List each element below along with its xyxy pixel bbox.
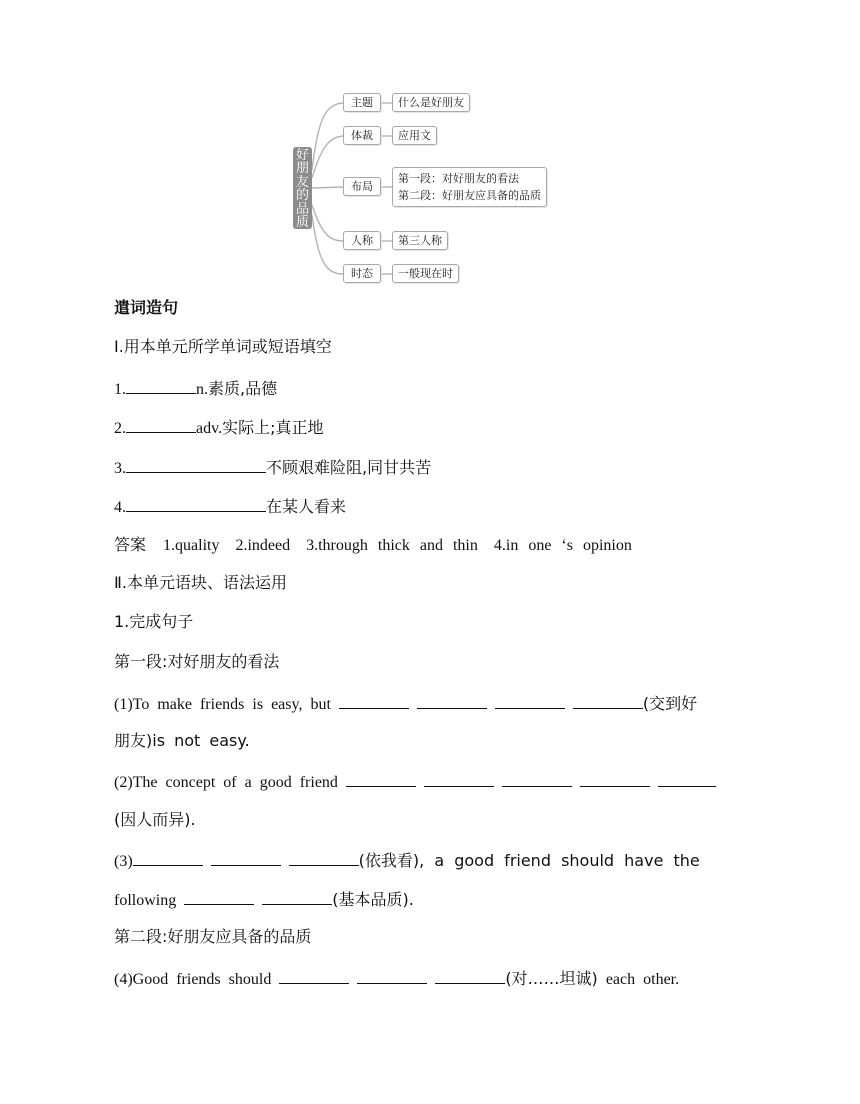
answer-blank[interactable] xyxy=(279,967,349,984)
sentence-3 xyxy=(114,849,700,872)
answer-blank[interactable] xyxy=(339,692,409,709)
answer-key xyxy=(114,535,632,556)
answer-3: 3.through thick and thin xyxy=(306,537,478,554)
part1-heading: Ⅰ.用本单元所学单词或短语填空 xyxy=(114,337,332,356)
sentence-1 xyxy=(114,692,697,715)
answer-blank[interactable] xyxy=(126,495,266,512)
mind-map-category-tense: 时态 xyxy=(343,264,381,283)
item-number: 1. xyxy=(114,381,126,398)
answer-blank[interactable] xyxy=(133,849,203,866)
paragraph2-title: 第二段:好朋友应具备的品质 xyxy=(114,927,312,946)
section-title: 遣词造句 xyxy=(114,298,179,317)
item-meaning: 素质,品德 xyxy=(208,379,278,398)
mind-map-category-layout: 布局 xyxy=(343,177,381,196)
answer-4: 4.in one ‘s opinion xyxy=(493,537,632,554)
item-meaning: 实际上;真正地 xyxy=(222,418,324,437)
answer-blank[interactable] xyxy=(357,967,427,984)
answer-blank[interactable] xyxy=(424,770,494,787)
answer-blank[interactable] xyxy=(289,849,359,866)
mind-map-category-person: 人称 xyxy=(343,231,381,250)
answer-1: 1.quality xyxy=(163,537,220,554)
answer-blank[interactable] xyxy=(580,770,650,787)
answer-blank[interactable] xyxy=(262,888,332,905)
chinese-hint: (交到好 xyxy=(642,694,698,713)
answer-blank[interactable] xyxy=(126,377,196,394)
answer-blank[interactable] xyxy=(211,849,281,866)
mind-map-root: 好朋友的品质 xyxy=(293,147,312,229)
item-number: 2. xyxy=(114,420,126,437)
mind-map-connectors xyxy=(0,0,860,300)
mind-map-category-genre: 体裁 xyxy=(343,126,381,145)
sentence-2 xyxy=(114,770,716,793)
sentence-text: (1)To make friends is easy, but xyxy=(114,696,331,713)
part2-subheading: 1.完成句子 xyxy=(114,612,194,631)
vocab-item-4 xyxy=(114,495,346,518)
mind-map xyxy=(0,0,860,300)
chinese-hint: (对……坦诚) xyxy=(505,969,598,988)
item-meaning: 在某人看来 xyxy=(266,497,347,516)
sentence-1-continued xyxy=(114,731,250,752)
mind-map-value-layout xyxy=(392,167,547,207)
answer-blank[interactable] xyxy=(346,770,416,787)
mind-map-value-theme: 什么是好朋友 xyxy=(392,93,470,112)
sentence-3-continued xyxy=(114,888,414,911)
sentence-text: (4)Good friends should xyxy=(114,971,272,988)
sentence-text: following xyxy=(114,892,177,909)
answer-blank[interactable] xyxy=(417,692,487,709)
mind-map-layout-line-1: 第一段：对好朋友的看法 xyxy=(398,172,519,185)
answer-2: 2.indeed xyxy=(235,537,291,554)
mind-map-value-tense: 一般现在时 xyxy=(392,264,459,283)
mind-map-value-genre: 应用文 xyxy=(392,126,437,145)
sentence-text: (2)The concept of a good friend xyxy=(114,774,338,791)
vocab-item-3 xyxy=(114,456,431,479)
item-number: 4. xyxy=(114,499,126,516)
answer-blank[interactable] xyxy=(573,692,643,709)
sentence-text: each other. xyxy=(605,971,680,988)
answer-blank[interactable] xyxy=(495,692,565,709)
item-meaning: 不顾艰难险阻,同甘共苦 xyxy=(266,458,432,477)
paragraph1-title: 第一段:对好朋友的看法 xyxy=(114,652,280,671)
part-of-speech: adv. xyxy=(196,420,223,437)
sentence-text: 朋友)is not easy. xyxy=(114,731,250,750)
answer-blank[interactable] xyxy=(184,888,254,905)
answer-label: 答案 xyxy=(114,535,147,554)
answer-blank[interactable] xyxy=(435,967,505,984)
chinese-hint: (因人而异). xyxy=(114,810,196,829)
sentence-number: (3) xyxy=(114,853,133,870)
chinese-hint: (基本品质). xyxy=(332,890,414,909)
part2-heading: Ⅱ.本单元语块、语法运用 xyxy=(114,573,287,592)
mind-map-category-theme: 主题 xyxy=(343,93,381,112)
sentence-2-continued xyxy=(114,810,196,831)
answer-blank[interactable] xyxy=(502,770,572,787)
answer-blank[interactable] xyxy=(126,456,266,473)
answer-blank[interactable] xyxy=(126,416,196,433)
sentence-4 xyxy=(114,967,679,990)
vocab-item-1 xyxy=(114,377,277,400)
mind-map-layout-line-2: 第二段：好朋友应具备的品质 xyxy=(398,189,541,202)
vocab-item-2 xyxy=(114,416,323,439)
answer-blank[interactable] xyxy=(658,770,716,787)
part-of-speech: n. xyxy=(196,381,208,398)
chinese-hint: (依我看), a good friend should have the xyxy=(358,851,700,870)
mind-map-value-person: 第三人称 xyxy=(392,231,448,250)
item-number: 3. xyxy=(114,460,126,477)
